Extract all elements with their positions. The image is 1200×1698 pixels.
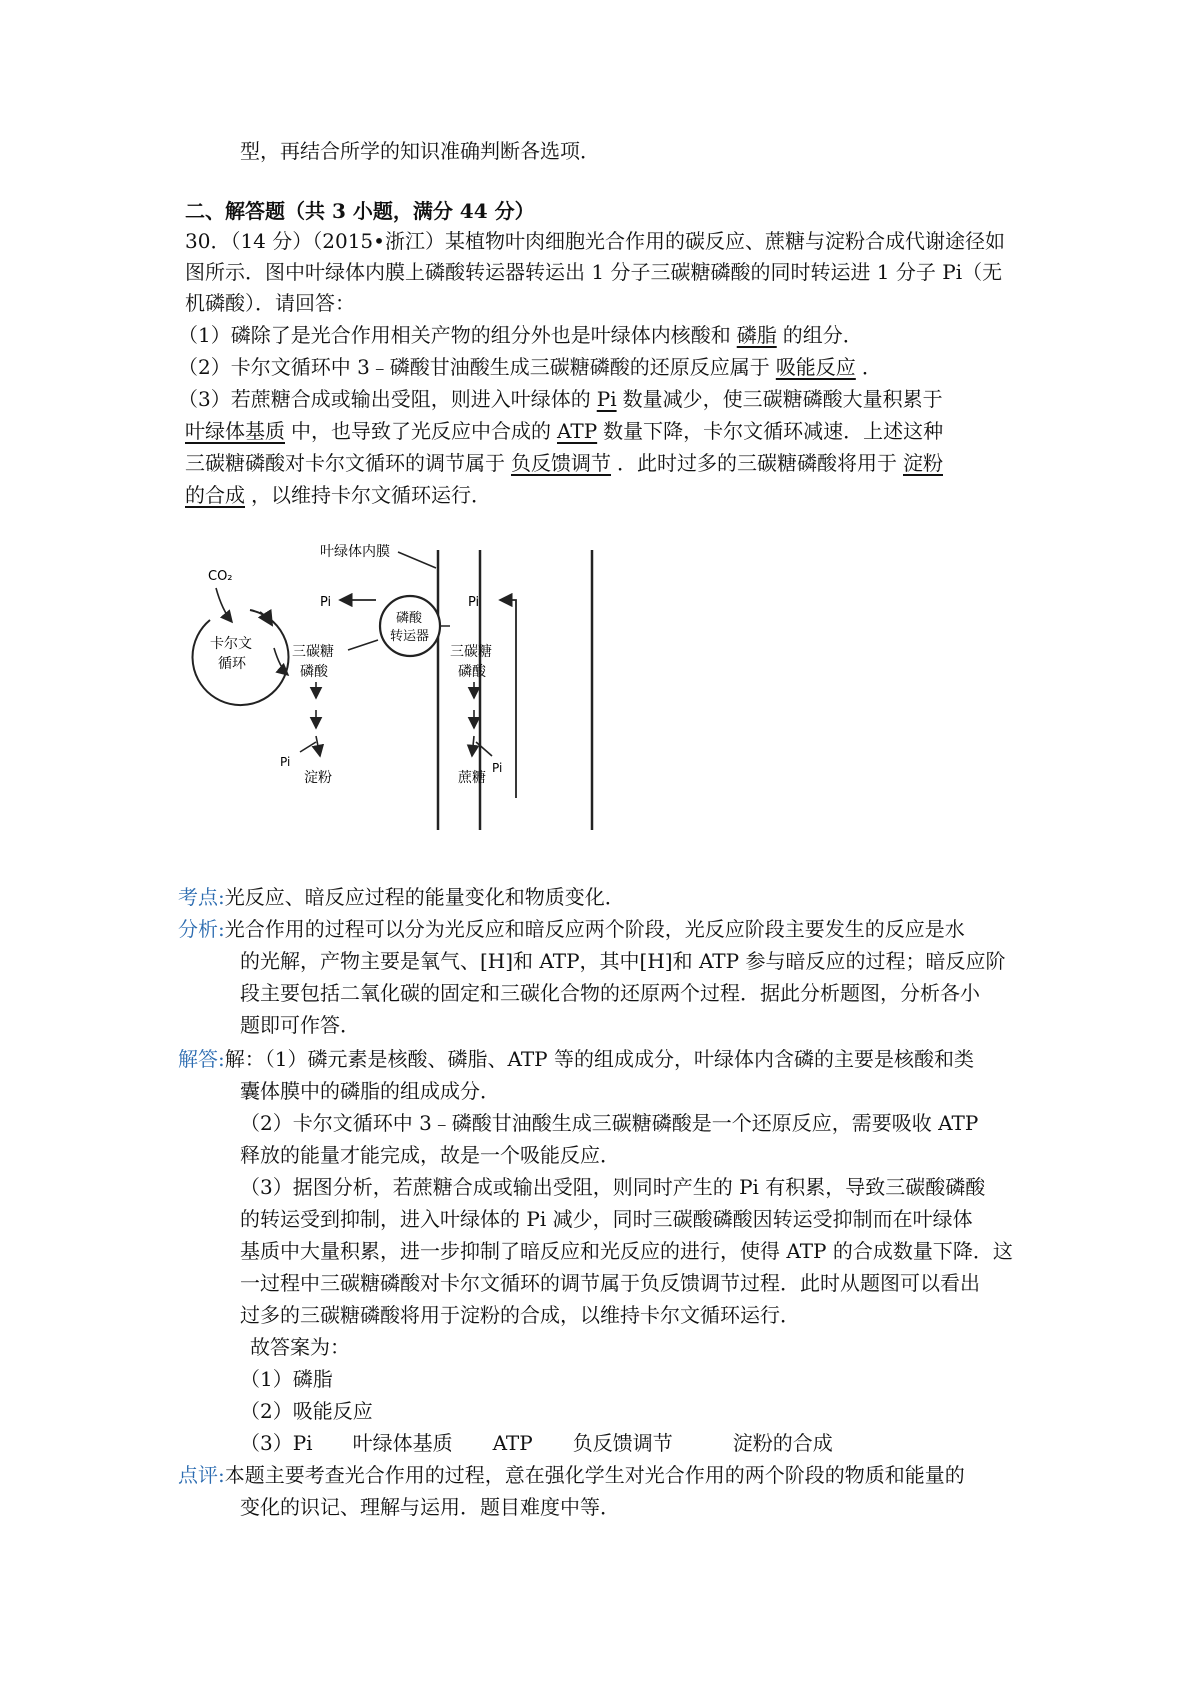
answer-blank-3c: ATP: [557, 419, 598, 443]
fenxi-text-2: 的光解，产物主要是氧气、[H]和 ATP，其中[H]和 ATP 参与暗反应的过程；暗反应阶: [240, 949, 1006, 973]
answer-blank-3a: Pi: [596, 387, 617, 411]
left-pi-branch: [300, 742, 316, 752]
triose-right-label-1: 三碳糖: [450, 644, 492, 660]
fenxi-text-3: 段主要包括二氧化碳的固定和三碳化合物的还原两个过程．据此分析题图，分析各小: [240, 981, 980, 1005]
pi-right-label: Pi: [468, 595, 480, 610]
starch-label: 淀粉: [304, 770, 332, 786]
dianping-row-1: [178, 1460, 965, 1490]
jieda-text-9: 过多的三碳糖磷酸将用于淀粉的合成，以维持卡尔文循环运行．: [240, 1303, 800, 1327]
triose-left-label-1: 三碳糖: [292, 644, 334, 660]
subquestion-3-line-3: [185, 448, 949, 478]
subq3-text-b: 数量减少，使三碳糖磷酸大量积累于: [622, 387, 943, 411]
question-line-2: 图所示．图中叶绿体内膜上磷酸转运器转运出 1 分子三碳糖磷酸的同时转运进 1 分子 Pi（无: [185, 260, 1003, 284]
subquestion-1: [178, 320, 863, 350]
answer-blank-3b: 叶绿体基质: [185, 419, 285, 443]
fenxi-text-1: 光合作用的过程可以分为光反应和暗反应两个阶段，光反应阶段主要发生的反应是水: [224, 917, 965, 941]
answer-3: （3）Pi 叶绿体基质 ATP 负反馈调节 淀粉的合成: [240, 1431, 833, 1455]
answer-blank-1: 磷脂: [736, 323, 777, 347]
chloroplast-diagram: [180, 530, 610, 840]
answer-2: （2）吸能反应: [240, 1399, 373, 1423]
jieda-text-6: 的转运受到抑制，进入叶绿体的 Pi 减少，同时三碳酸磷酸因转运受抑制而在叶绿体: [240, 1207, 973, 1231]
jieda-text-8: 一过程中三碳糖磷酸对卡尔文循环的调节属于负反馈调节过程．此时从题图可以看出: [240, 1271, 980, 1295]
jieda-tag: 解答:: [178, 1047, 225, 1071]
fenxi-row-1: [178, 914, 965, 944]
answer-blank-2: 吸能反应: [775, 355, 856, 379]
subq2-tail: ．: [861, 355, 882, 379]
membrane-label: 叶绿体内膜: [320, 544, 390, 560]
jieda-text-4: 释放的能量才能完成，故是一个吸能反应．: [240, 1143, 620, 1167]
triose-left-label-2: 磷酸: [300, 664, 328, 680]
answer-blank-3e-part2: 的合成: [185, 483, 245, 507]
jieda-text-1: 解：（1）磷元素是核酸、磷脂、ATP 等的组成成分，叶绿体内含磷的主要是核酸和类: [224, 1047, 974, 1071]
transporter-label-1: 磷酸: [396, 611, 423, 626]
fenxi-text-4: 题即可作答．: [240, 1013, 360, 1037]
subq3-text-d: 数量下降，卡尔文循环减速．上述这种: [603, 419, 944, 443]
subquestion-3-line-2: [185, 416, 943, 446]
membrane-pointer: [398, 552, 436, 568]
kaodian-row: [178, 882, 625, 912]
subq3-text-a: （3）若蔗糖合成或输出受阻，则进入叶绿体的: [178, 387, 591, 411]
subquestion-2: [178, 352, 882, 382]
dianping-text-2: 变化的识记、理解与运用．题目难度中等．: [240, 1495, 620, 1519]
fenxi-tag: 分析:: [178, 917, 225, 941]
question-line-3: 机磷酸）．请回答：: [185, 291, 355, 315]
kaodian-tag: 考点:: [178, 885, 225, 909]
answer-blank-3d: 负反馈调节: [511, 451, 611, 475]
question-line-1: 30．（14 分）（2015•浙江）某植物叶肉细胞光合作用的碳反应、蔗糖与淀粉合成代谢途径如: [185, 229, 1005, 253]
calvin-label-2: 循环: [218, 656, 246, 672]
triose-right-label-2: 磷酸: [458, 664, 486, 680]
jieda-row-1: [178, 1044, 974, 1074]
left-arrow-3: [316, 736, 320, 756]
subq3-text-g: ，以维持卡尔文循环运行．: [251, 483, 491, 507]
answer-1: （1）磷脂: [240, 1367, 333, 1391]
pi-starch-label: Pi: [280, 755, 291, 769]
triose-to-transporter-line: [348, 640, 378, 650]
subquestion-3-line-4: [185, 480, 491, 510]
right-pi-branch: [476, 742, 492, 756]
answer-blank-3e-part1: 淀粉: [903, 451, 943, 475]
intro-tail: 型，再结合所学的知识准确判断各选项．: [240, 139, 600, 163]
sucrose-label: 蔗糖: [458, 770, 486, 786]
co2-arrow: [216, 588, 232, 622]
jieda-text-3: （2）卡尔文循环中 3﹣磷酸甘油酸生成三碳糖磷酸是一个还原反应，需要吸收 ATP: [240, 1111, 979, 1135]
jieda-text-10: 故答案为：: [250, 1335, 350, 1359]
subquestion-3-line-1: [178, 384, 943, 414]
dianping-text-1: 本题主要考查光合作用的过程，意在强化学生对光合作用的两个阶段的物质和能量的: [224, 1463, 965, 1487]
transporter-label-2: 转运器: [390, 629, 430, 644]
subq3-text-f: ．此时过多的三碳糖磷酸将用于: [617, 451, 897, 475]
co2-label: CO₂: [208, 569, 233, 584]
subq1-text: （1）磷除了是光合作用相关产物的组分外也是叶绿体内核酸和: [178, 323, 731, 347]
jieda-text-5: （3）据图分析，若蔗糖合成或输出受阻，则同时产生的 Pi 有积累，导致三碳酸磷酸: [240, 1175, 986, 1199]
phosphate-transporter: [380, 596, 440, 656]
subq3-text-e: 三碳糖磷酸对卡尔文循环的调节属于: [185, 451, 505, 475]
section-title: 二、解答题（共 3 小题，满分 44 分）: [185, 199, 535, 223]
subq2-text: （2）卡尔文循环中 3﹣磷酸甘油酸生成三碳糖磷酸的还原反应属于: [178, 355, 770, 379]
jieda-text-7: 基质中大量积累，进一步抑制了暗反应和光反应的进行，使得 ATP 的合成数量下降．这: [240, 1239, 1013, 1263]
pi-left-label: Pi: [320, 595, 332, 610]
kaodian-text: 光反应、暗反应过程的能量变化和物质变化．: [224, 885, 625, 909]
jieda-text-2: 囊体膜中的磷脂的组成成分．: [240, 1079, 500, 1103]
dianping-tag: 点评:: [178, 1463, 225, 1487]
calvin-label-1: 卡尔文: [210, 636, 252, 652]
subq3-text-c: 中，也导致了光反应中合成的: [291, 419, 551, 443]
right-arrow-3: [472, 736, 474, 756]
subq1-tail: 的组分．: [782, 323, 863, 347]
pi-return-arrow: [500, 600, 516, 798]
pi-sucrose-label: Pi: [492, 761, 503, 775]
